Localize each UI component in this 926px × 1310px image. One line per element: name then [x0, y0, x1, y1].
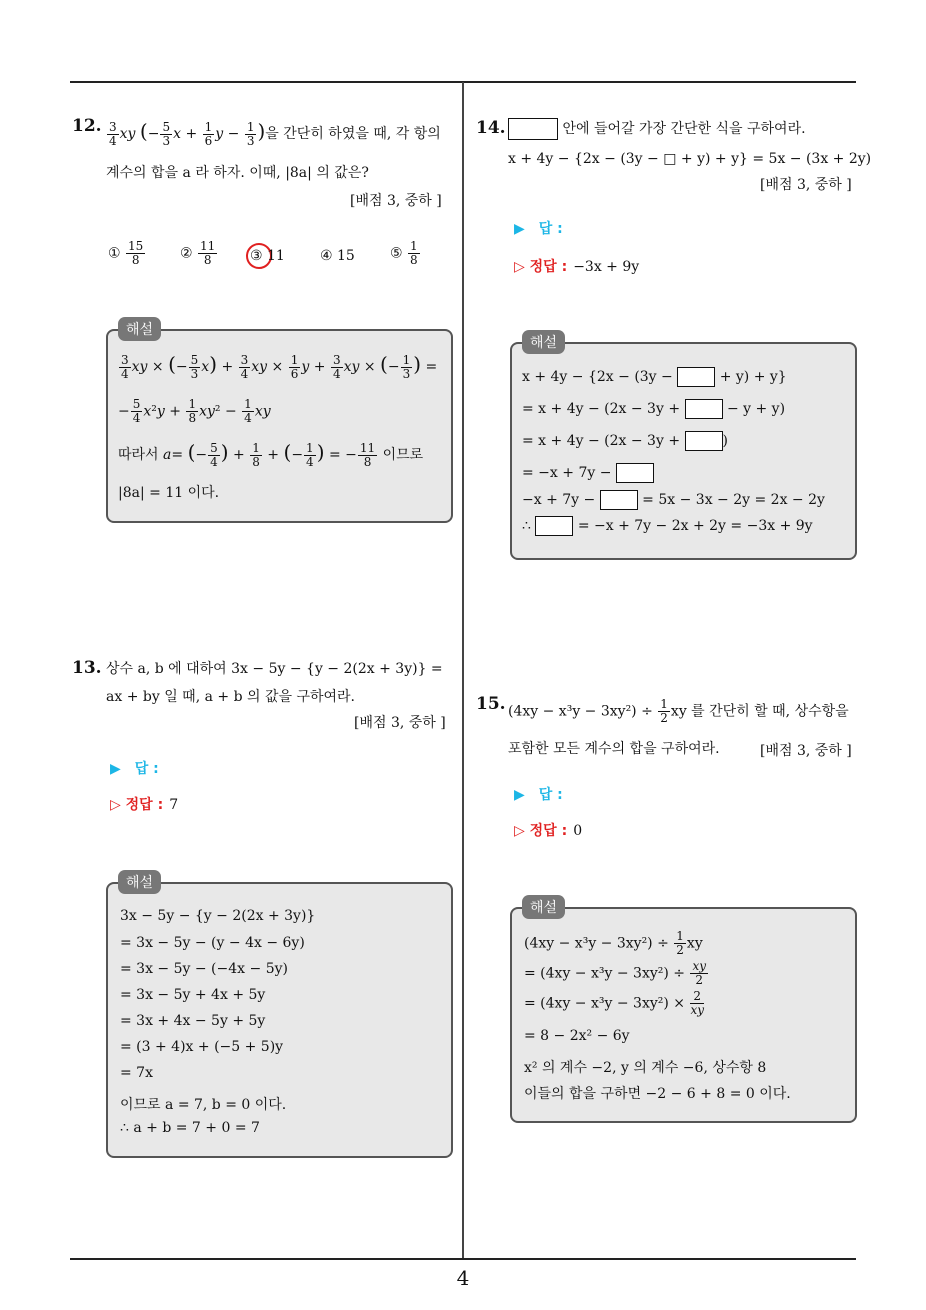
q15-explain-line1: (4xy − x³y − 3xy²) ÷ $\frac{1}{2}$ xy	[524, 929, 703, 957]
triangle-outline-icon: ▷	[514, 259, 525, 275]
q13-meta: [배점 3, 중하 ]	[354, 715, 446, 731]
q15-line2: 포함한 모든 계수의 합을 구하여라.	[508, 741, 720, 757]
play-icon: ▶	[514, 787, 525, 803]
q12-choice-5[interactable]: ⑤ $\frac{1}{8}$	[390, 239, 418, 267]
q14-line2: x + 4y − {2x − (3y − □ + y) + y} = 5x − (3x + 2y)	[508, 151, 872, 167]
bottom-rule	[70, 1258, 856, 1260]
q13-answer-row[interactable]: ▶ 답 :	[110, 761, 159, 777]
q12-choice-1[interactable]: ① $\frac{15}{8}$	[108, 239, 144, 267]
q13-correct-row: ▷ 정답 : 7	[110, 797, 179, 813]
q14-explain-line5: −x + 7y − = 5x − 3x − 2y = 2x − 2y	[522, 492, 825, 508]
q13-explain-line4: = 3x − 5y + 4x + 5y	[120, 987, 266, 1003]
answer-blank-box	[508, 118, 558, 140]
q12-explain-tag: 해설	[118, 317, 161, 341]
q12-line1-tail: 을 간단히 하였을 때, 각 항의	[265, 126, 441, 142]
q13-line1: 상수 a, b 에 대하여 3x − 5y − {y − 2(2x + 3y)} =	[106, 661, 443, 677]
q14-explain-tag: 해설	[522, 330, 565, 354]
q15-explain-line4: = 8 − 2x² − 6y	[524, 1028, 630, 1044]
q13-line2: ax + by 일 때, a + b 의 값을 구하여라.	[106, 689, 356, 705]
page-number: 4	[456, 1266, 470, 1290]
q14-explain-line1: x + 4y − {2x − (3y − + y) + y}	[522, 369, 787, 385]
q13-explain-line7: = 7x	[120, 1065, 153, 1081]
triangle-outline-icon: ▷	[110, 797, 121, 813]
q12-explain-line1: $\frac{3}{4}$ xy × (− $\frac{5}{3}$ x) + $\frac{3}{4}$ xy × $\frac{1}{6}$ y + $\frac{3}{4}$ xy × (− $\frac{1}{3}$ ) =	[121, 352, 438, 381]
q12-meta: [배점 3, 중하 ]	[350, 193, 442, 209]
q15-explain-line6: 이들의 합을 구하면 −2 − 6 + 8 = 0 이다.	[524, 1086, 791, 1102]
q15-explain-line2: = (4xy − x³y − 3xy²) ÷ $\frac{xy}{2}$	[524, 959, 706, 987]
q15-explain-tag: 해설	[522, 895, 565, 919]
q14-explain-line3: = x + 4y − (2x − 3y + )	[522, 433, 728, 449]
q12-line2: 계수의 합을 a 라 하자. 이때, |8a| 의 값은?	[106, 165, 369, 181]
q14-line1: 안에 들어갈 가장 간단한 식을 구하여라.	[508, 116, 806, 143]
q13-explain-line2: = 3x − 5y − (y − 4x − 6y)	[120, 935, 305, 951]
q15-explain-line3: = (4xy − x³y − 3xy²) × $\frac{2}{xy}$	[524, 989, 704, 1017]
q15-explain-line5: x² 의 계수 −2, y 의 계수 −6, 상수항 8	[524, 1060, 767, 1076]
q12-number: 12.	[72, 116, 102, 136]
column-divider	[462, 82, 464, 1258]
play-icon: ▶	[110, 761, 121, 777]
q14-explain-line4: = −x + 7y −	[522, 463, 654, 483]
q15-answer-row[interactable]: ▶ 답 :	[514, 787, 563, 803]
q15-line1: (4xy − x³y − 3xy²) ÷ $\frac{1}{2}$ xy 를 간단히 할 때, 상수항을	[508, 697, 849, 725]
q14-meta: [배점 3, 중하 ]	[760, 177, 852, 193]
q12-choice-2[interactable]: ② $\frac{11}{8}$	[180, 239, 216, 267]
q15-number: 15.	[476, 694, 506, 714]
triangle-outline-icon: ▷	[514, 823, 525, 839]
q14-answer-row[interactable]: ▶ 답 :	[514, 221, 563, 237]
q13-number: 13.	[72, 658, 102, 678]
q14-correct-row: ▷ 정답 : −3x + 9y	[514, 259, 640, 275]
q15-meta: [배점 3, 중하 ]	[760, 743, 852, 759]
q12-explain-line4: |8a| = 11 이다.	[118, 485, 220, 501]
q14-explain-line6: ∴ = −x + 7y − 2x + 2y = −3x + 9y	[522, 518, 813, 534]
play-icon: ▶	[514, 221, 525, 237]
q14-number: 14.	[476, 118, 506, 138]
q14-explain-line2: = x + 4y − (2x − 3y + − y + y)	[522, 401, 786, 417]
q13-explain-line8: 이므로 a = 7, b = 0 이다.	[120, 1097, 287, 1113]
q12-choice-3[interactable]: ③ 11	[250, 248, 285, 264]
q13-explain-line1: 3x − 5y − {y − 2(2x + 3y)}	[120, 908, 316, 924]
q13-explain-line3: = 3x − 5y − (−4x − 5y)	[120, 961, 288, 977]
q13-explain-line6: = (3 + 4)x + (−5 + 5)y	[120, 1039, 284, 1055]
q12-explain-line2: − $\frac{5}{4}$ x²y + $\frac{1}{8}$ xy² − $\frac{1}{4}$ xy	[118, 397, 271, 425]
q13-explain-line9: ∴ a + b = 7 + 0 = 7	[120, 1120, 260, 1136]
q12-explain-line3: 따라서 a= (− $\frac{5}{4}$ ) + $\frac{1}{8}$ + (− $\frac{1}{4}$ ) = − $\frac{11}{8}$ 이므로	[118, 440, 424, 469]
q15-correct-row: ▷ 정답 : 0	[514, 823, 583, 839]
q12-line1: $\frac{3}{4}$ xy (− $\frac{5}{3}$ x + $\frac{1}{6}$ y − $\frac{1}{3}$ )을 간단히 하였을 때, 각 항의	[109, 119, 441, 148]
q12-choice-4[interactable]: ④ 15	[320, 248, 355, 264]
q13-explain-line5: = 3x + 4x − 5y + 5y	[120, 1013, 266, 1029]
q13-explain-tag: 해설	[118, 870, 161, 894]
